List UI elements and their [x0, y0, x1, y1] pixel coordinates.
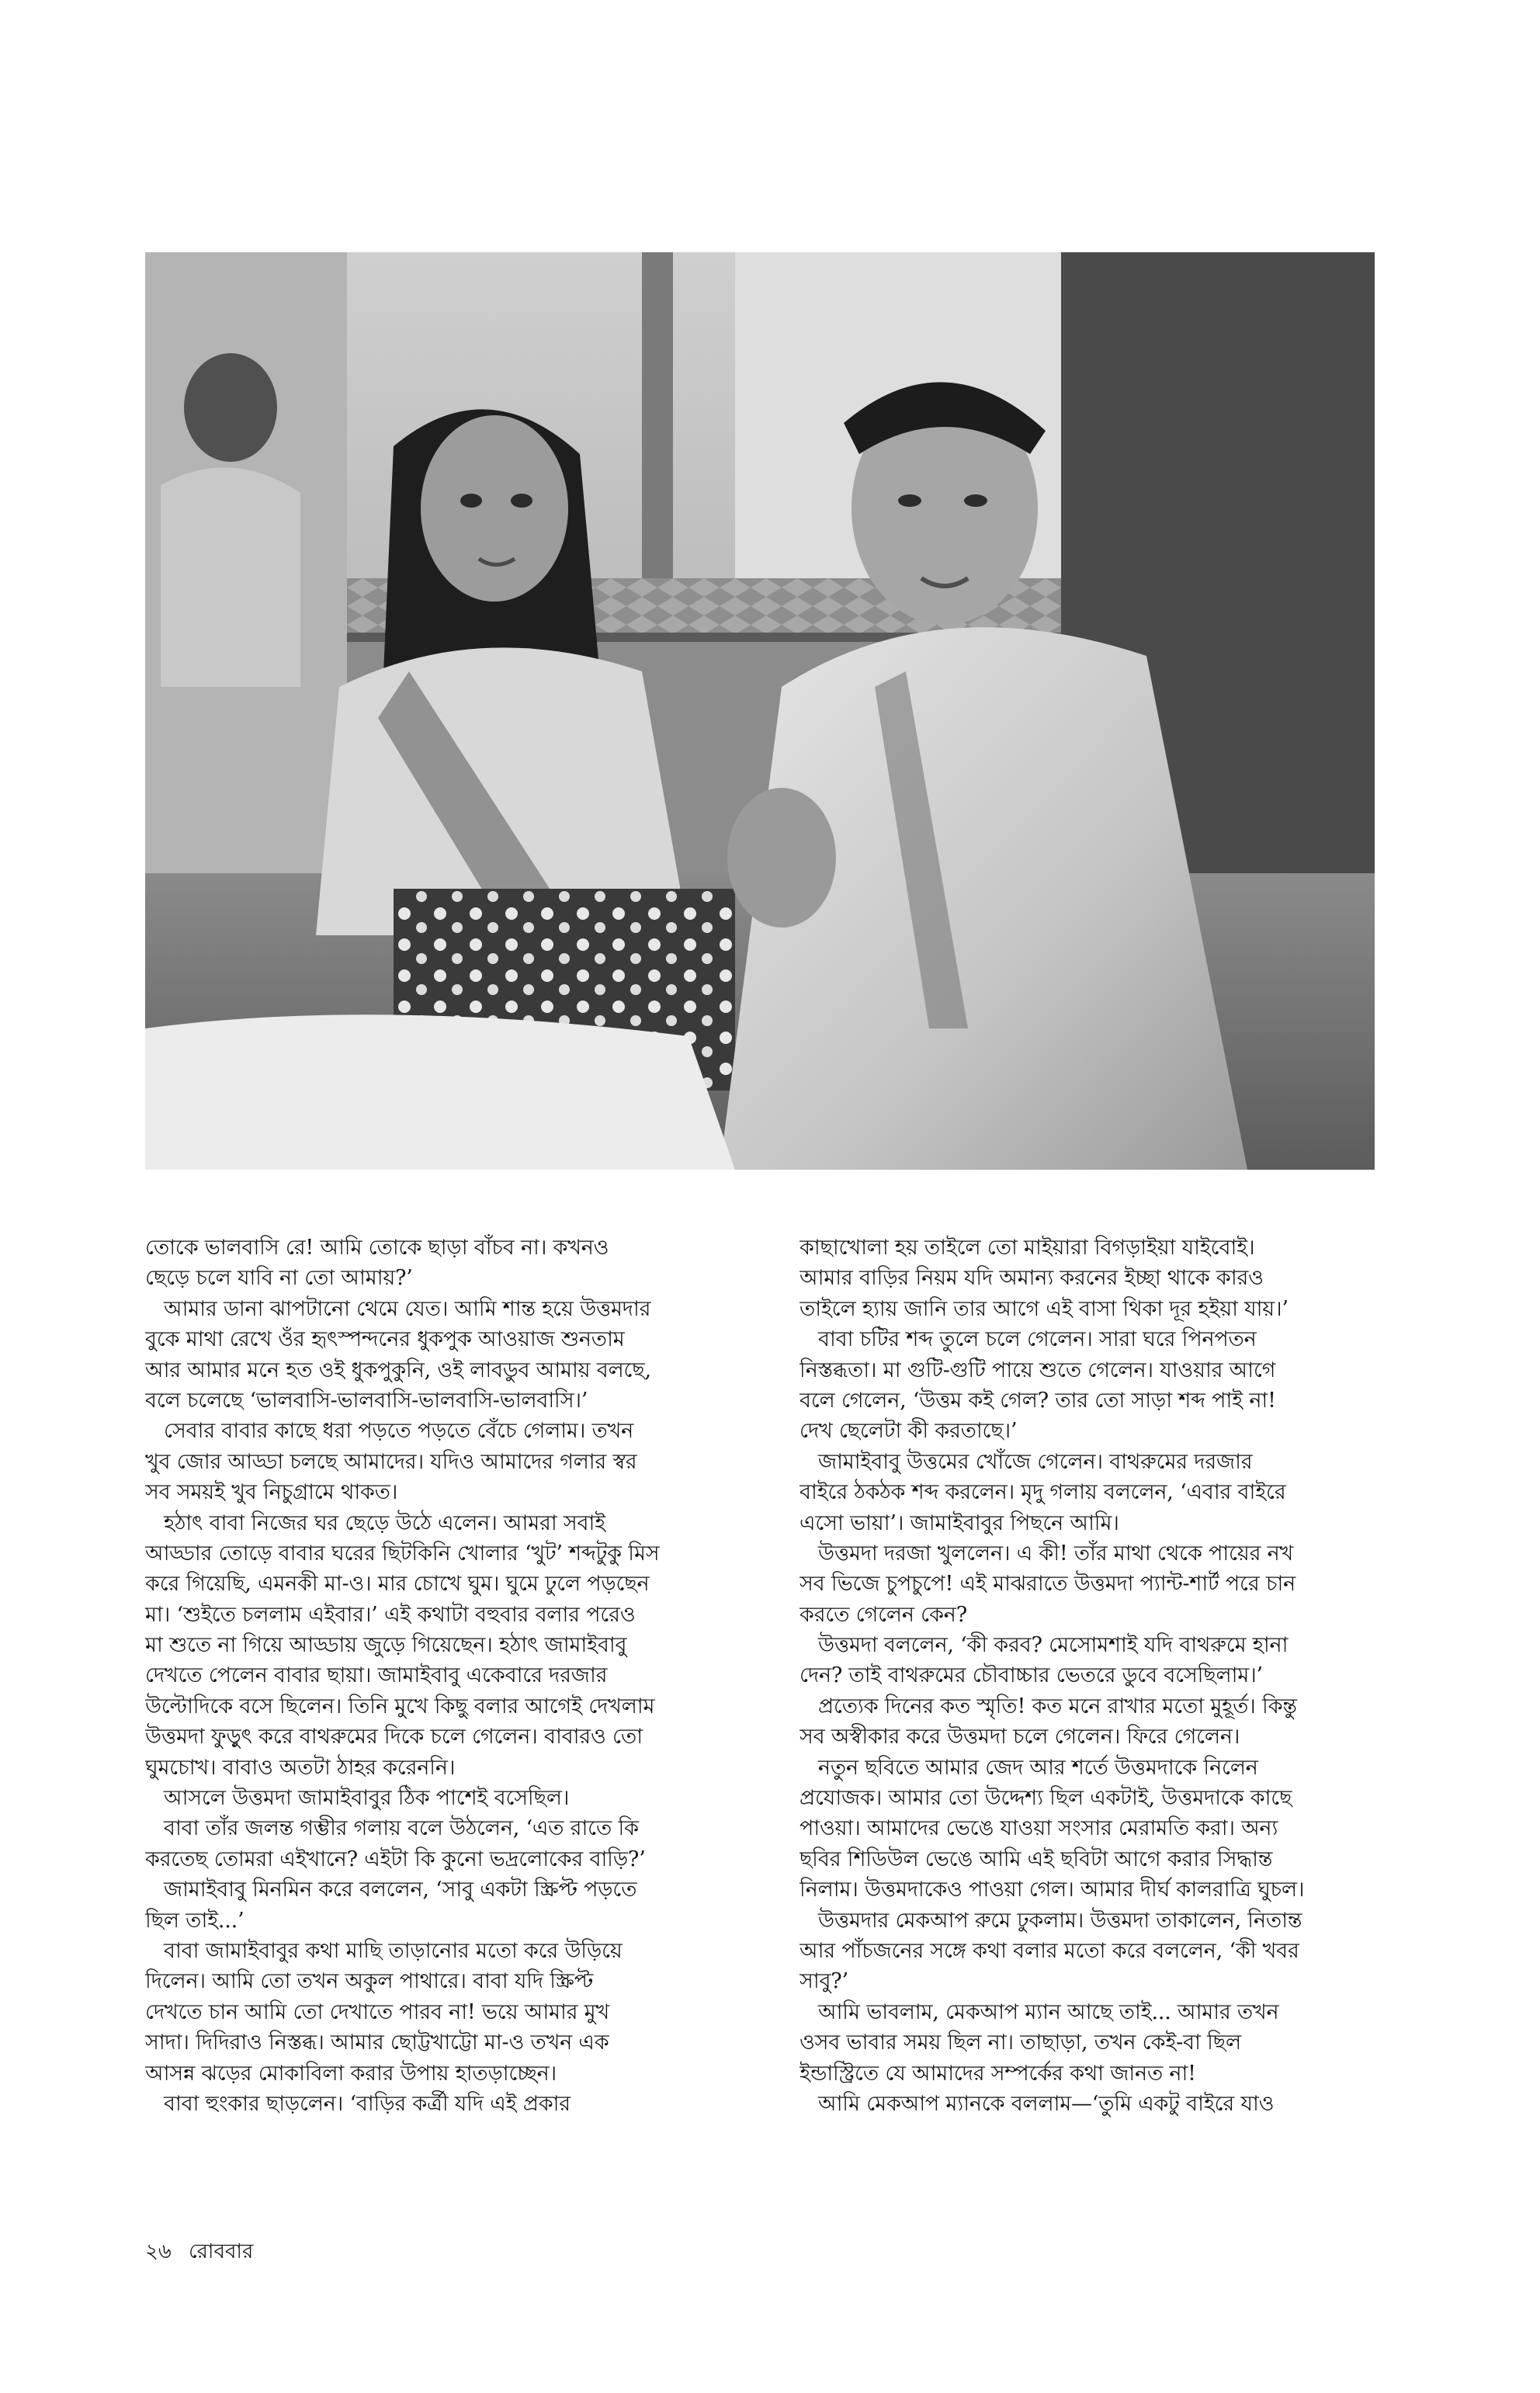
- article-line: আমার বাড়ির নিয়ম যদি অমান্য করনের ইচ্ছা থাকে কারও: [799, 1266, 1264, 1291]
- article-line: খুব জোর আড্ডা চলছে আমাদের। যদিও আমাদের গলার স্বর: [145, 1449, 637, 1474]
- article-line: দিলেন। আমি তো তখন অকুল পাথারে। বাবা যদি স্ক্রিপ্ট: [145, 1969, 594, 1994]
- article-line: বলে গেলেন, ‘উত্তম কই গেল? তার তো সাড়া শব্দ পাই না!: [799, 1388, 1276, 1413]
- article-line: উল্টোদিকে বসে ছিলেন। তিনি মুখে কিছু বলার আগেই দেখলাম: [145, 1694, 655, 1718]
- article-line: উত্তমদার মেকআপ রুমে ঢুকলাম। উত্তমদা তাকালেন, নিতান্ত: [818, 1908, 1302, 1933]
- article-line: বলে চলেছে ‘ভালবাসি-ভালবাসি-ভালবাসি-ভালবাসি।’: [145, 1388, 588, 1413]
- article-line: উত্তমদা দরজা খুললেন। এ কী! তাঁর মাথা থেকে পায়ের নখ: [818, 1541, 1294, 1566]
- article-line: আসলে উত্তমদা জামাইবাবুর ঠিক পাশেই বসেছিল।: [164, 1786, 570, 1811]
- article-line: পাওয়া। আমাদের ভেঙে যাওয়া সংসার মেরামতি করা। অন্য: [799, 1816, 1278, 1841]
- article-line: ছবির শিডিউল ভেঙে আমি এই ছবিটা আগে করার সিদ্ধান্ত: [799, 1847, 1273, 1871]
- article-line: উত্তমদা ফুড়ুৎ করে বাথরুমের দিকে চলে গেলেন। বাবারও তো: [145, 1725, 643, 1750]
- article-line: সেবার বাবার কাছে ধরা পড়তে পড়তে বেঁচে গেলাম। তখন: [164, 1419, 634, 1444]
- page-number: ২৬: [145, 2240, 172, 2263]
- article-line: জামাইবাবু মিনমিন করে বললেন, ‘সাবু একটা স্ক্রিপ্ট পড়তে: [164, 1878, 637, 1902]
- article-line: দেন? তাই বাথরুমের চৌবাচ্চার ভেতরে ডুবে বসেছিলাম।’: [799, 1663, 1263, 1688]
- article-line: নিস্তব্ধতা। মা গুটি-গুটি পায়ে শুতে গেলেন। যাওয়ার আগে: [799, 1358, 1276, 1382]
- article-line: ঘুমচোখ। বাবাও অতটা ঠাহর করেননি।: [145, 1755, 456, 1780]
- film-still-photo: [145, 252, 1375, 1170]
- article-line: বাবা চটির শব্দ তুলে চলে গেলেন। সারা ঘরে পিনপতন: [818, 1327, 1257, 1352]
- article-line: সাদা। দিদিরাও নিস্তব্ধ। আমার ছোট্টখাট্টো মা-ও তখন এক: [145, 2031, 609, 2055]
- article-line: আর আমার মনে হত ওই ধুকপুকুনি, ওই লাবডুব আমায় বলছে,: [145, 1358, 651, 1382]
- article-line: করতে গেলেন কেন?: [799, 1602, 967, 1627]
- article-column-right: [799, 1233, 1358, 2119]
- article-line: বাবা জামাইবাবুর কথা মাছি তাড়ানোর মতো করে উড়িয়ে: [164, 1938, 623, 1963]
- article-line: আমি ভাবলাম, মেকআপ ম্যান আছে তাই... আমার তখন: [818, 1999, 1279, 2024]
- page-folio: [145, 2235, 253, 2270]
- article-line: দেখতে চান আমি তো দেখাতে পারব না! ভয়ে আমার মুখ: [145, 1999, 609, 2024]
- article-line: সাবু?’: [799, 1969, 848, 1994]
- article-line: বাবা তাঁর জলন্ত গম্ভীর গলায় বলে উঠলেন, ‘এত রাতে কি: [164, 1816, 639, 1841]
- article-line: করতেছ তোমরা এইখানে? এইটা কি কুনো ভদ্রলোকের বাড়ি?’: [145, 1847, 646, 1871]
- article-line: ছিল তাই...’: [145, 1908, 245, 1933]
- article-column-left: [145, 1233, 704, 2119]
- article-line: আমি মেকআপ ম্যানকে বললাম—‘তুমি একটু বাইরে যাও: [818, 2091, 1275, 2116]
- article-line: বুকে মাথা রেখে ওঁর হৃৎস্পন্দনের ধুকপুক আওয়াজ শুনতাম: [145, 1327, 625, 1352]
- article-line: ছেড়ে চলে যাবি না তো আমায়?’: [145, 1266, 413, 1291]
- article-line: উত্তমদা বললেন, ‘কী করব? মেসোমশাই যদি বাথরুমে হানা: [818, 1633, 1289, 1658]
- article-line: দেখতে পেলেন বাবার ছায়া। জামাইবাবু একেবারে দরজার: [145, 1663, 608, 1688]
- article-line: নতুন ছবিতে আমার জেদ আর শর্তে উত্তমদাকে নিলেন: [818, 1755, 1258, 1780]
- article-line: প্রত্যেক দিনের কত স্মৃতি! কত মনে রাখার মতো মুহূর্ত। কিন্তু: [818, 1694, 1297, 1718]
- article-line: কাছাখোলা হয় তাইলে তো মাইয়ারা বিগড়াইয়া যাইবোই।: [799, 1236, 1255, 1260]
- article-line: জামাইবাবু উত্তমের খোঁজে গেলেন। বাথরুমের দরজার: [818, 1449, 1253, 1474]
- article-line: আসন্ন ঝড়ের মোকাবিলা করার উপায় হাতড়াচ্ছেন।: [145, 2061, 557, 2086]
- article-line: সব অস্বীকার করে উত্তমদা চলে গেলেন। ফিরে গেলেন।: [799, 1725, 1240, 1750]
- article-line: নিলাম। উত্তমদাকেও পাওয়া গেল। আমার দীর্ঘ কালরাত্রি ঘুচল।: [799, 1878, 1305, 1902]
- article-line: প্রযোজক। আমার তো উদ্দেশ্য ছিল একটাই, উত্তমদাকে কাছে: [799, 1786, 1292, 1811]
- article-line: এসো ভায়া’। জামাইবাবুর পিছনে আমি।: [799, 1510, 1119, 1535]
- article-line: তাইলে হ্যায় জানি তার আগে এই বাসা থিকা দূর হইয়া যায়।’: [799, 1296, 1289, 1321]
- article-line: হঠাৎ বাবা নিজের ঘর ছেড়ে উঠে এলেন। আমরা সবাই: [164, 1510, 606, 1535]
- article-line: সব সময়ই খুব নিচুগ্রামে থাকত।: [145, 1480, 398, 1505]
- article-line: ওসব ভাবার সময় ছিল না। তাছাড়া, তখন কেই-বা ছিল: [799, 2031, 1241, 2055]
- article-line: আর পাঁচজনের সঙ্গে কথা বলার মতো করে বললেন, ‘কী খবর: [799, 1938, 1299, 1963]
- article-line: তোকে ভালবাসি রে! আমি তোকে ছাড়া বাঁচব না। কখনও: [145, 1236, 609, 1260]
- article-line: মা শুতে না গিয়ে আড্ডায় জুড়ে গিয়েছেন। হঠাৎ জামাইবাবু: [145, 1633, 627, 1658]
- section-name: রোববার: [189, 2240, 254, 2263]
- article-line: আমার ডানা ঝাপটানো থেমে যেত। আমি শান্ত হয়ে উত্তমদার: [164, 1296, 651, 1321]
- article-line: সব ভিজে চুপচুপে! এই মাঝরাতে উত্তমদা প্যান্ট-শার্ট পরে চান: [799, 1572, 1296, 1597]
- article-line: করে গিয়েছি, এমনকী মা-ও। মার চোখে ঘুম। ঘুমে ঢুলে পড়ছেন: [145, 1572, 650, 1597]
- article-line: আড্ডার তোড়ে বাবার ঘরের ছিটকিনি খোলার ‘খুট’ শব্দটুকু মিস: [145, 1541, 660, 1566]
- article-line: বাবা হুংকার ছাড়লেন। ‘বাড়ির কর্ত্রী যদি এই প্রকার: [164, 2091, 571, 2116]
- article-line: বাইরে ঠকঠক শব্দ করলেন। মৃদু গলায় বললেন, ‘এবার বাইরে: [799, 1480, 1286, 1505]
- article-line: ইন্ডাস্ট্রিতে যে আমাদের সম্পর্কের কথা জানত না!: [799, 2061, 1196, 2086]
- article-line: মা। ‘শুইতে চললাম এইবার।’ এই কথাটা বহুবার বলার পরেও: [145, 1602, 636, 1627]
- article-line: দেখ ছেলেটা কী করতাছে।’: [799, 1419, 1018, 1444]
